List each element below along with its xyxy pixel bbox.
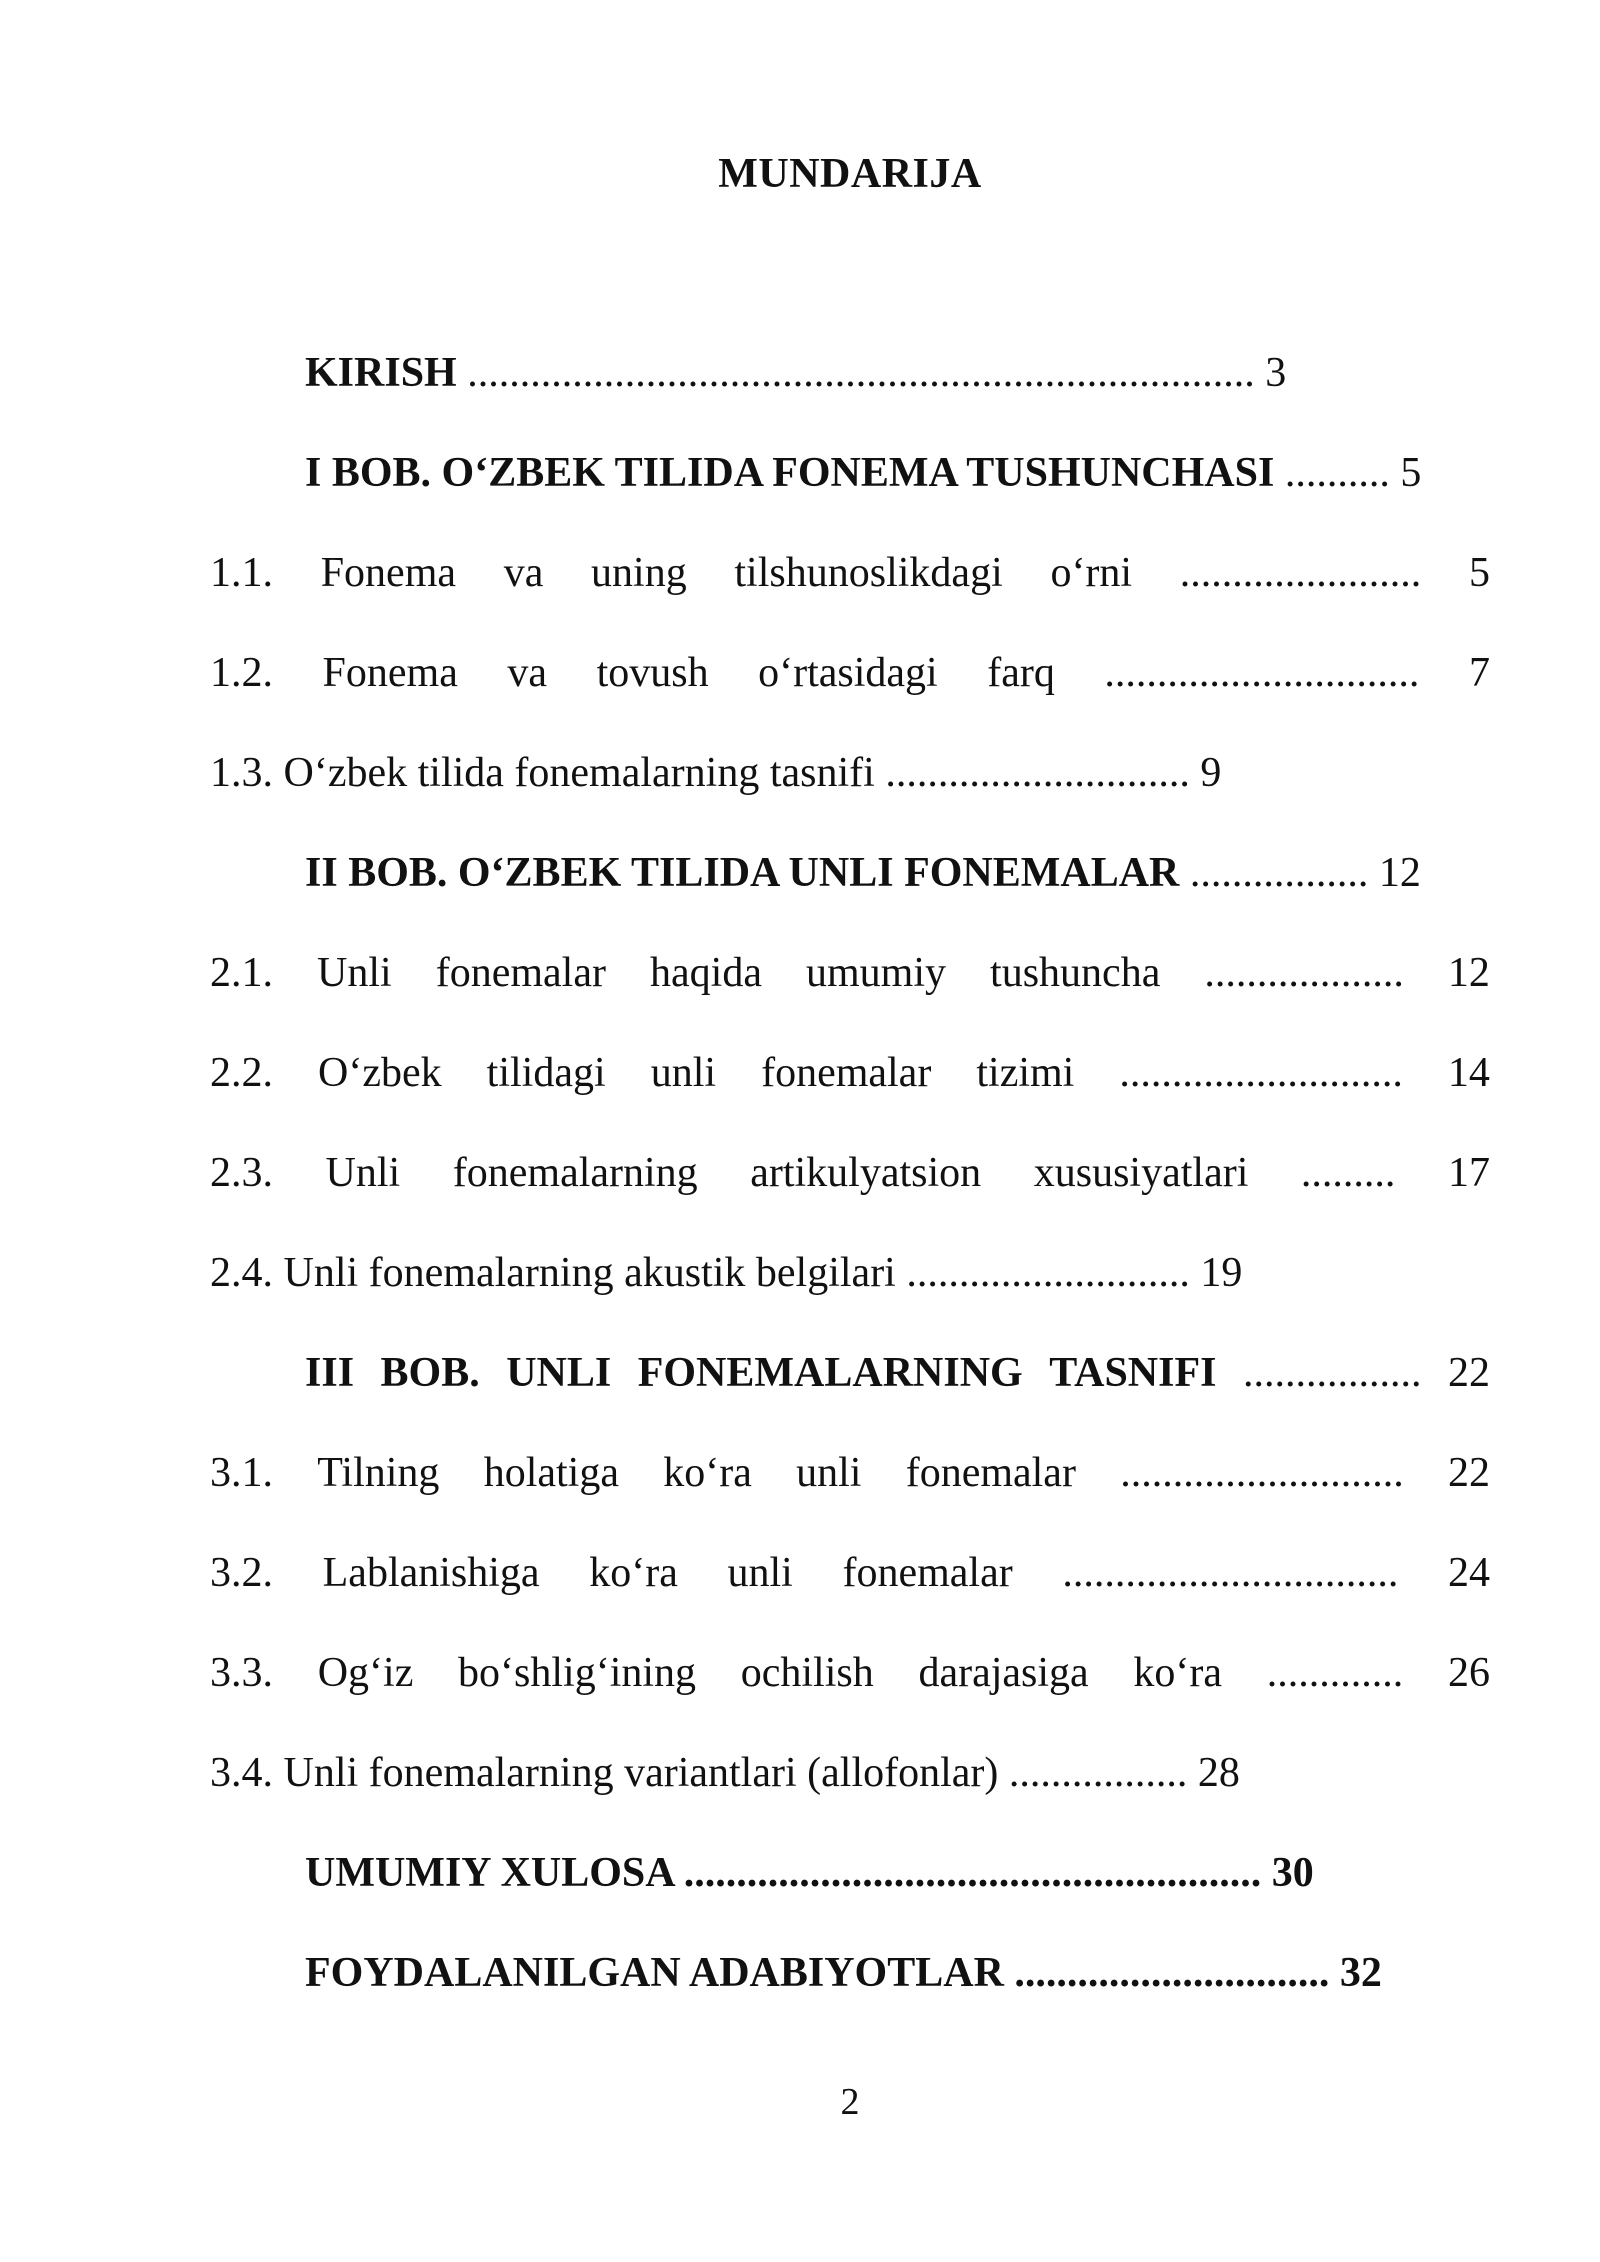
toc-entry-dots: ................................ (1062, 1550, 1399, 1596)
toc-entry-word: TASNIFI (1049, 1350, 1217, 1396)
toc-entry-word: fonemalarning (452, 1150, 698, 1196)
toc-entry-word: ko‘ra (1133, 1650, 1223, 1696)
toc-entry-dots: ................. (1008, 1750, 1188, 1796)
toc-entry-text: KIRISH (305, 350, 457, 396)
toc-entry-dots: ................. (1242, 1350, 1422, 1396)
toc-entry-2-4 (210, 1243, 1242, 1303)
toc-entry-page: 22 (1447, 1350, 1490, 1396)
toc-entry-dots: ....................................................... (683, 1850, 1262, 1896)
toc-entry-page: 32 (1339, 1950, 1382, 1996)
toc-entry-word: xususiyatlari (1033, 1150, 1249, 1196)
toc-entry-dots: ............................. (885, 750, 1190, 796)
page-title: MUNDARIJA (718, 151, 982, 197)
toc-entry-page: 19 (1200, 1250, 1243, 1296)
toc-entry-word: FONEMALARNING (637, 1350, 1023, 1396)
toc-entry-references (305, 1943, 1382, 2003)
toc-entry-dots: ......... (1300, 1150, 1396, 1196)
toc-entry-text: I BOB. O‘ZBEK TILIDA FONEMA TUSHUNCHASI (305, 450, 1275, 496)
toc-entry-number: 3.2. (210, 1550, 273, 1596)
toc-entry-word: ochilish (740, 1650, 874, 1696)
toc-entry-word: Og‘iz (317, 1650, 414, 1696)
toc-entry-2-3 (210, 1143, 1490, 1203)
toc-entry-page: 22 (1447, 1450, 1490, 1496)
toc-entry-word: tizimi (976, 1050, 1075, 1096)
toc-entry-word: Tilning (317, 1450, 440, 1496)
toc-entry-2-2 (210, 1043, 1490, 1103)
toc-entry-dots: .............................. (1014, 1950, 1330, 1996)
toc-entry-word: artikulyatsion (750, 1150, 982, 1196)
toc-entry-word: darajasiga (918, 1650, 1089, 1696)
toc-entry-dots: ........................................................................... (467, 350, 1255, 396)
toc-entry-word: BOB. (380, 1350, 480, 1396)
toc-entry-word: III (305, 1350, 355, 1396)
toc-entry-page: 5 (1400, 450, 1422, 496)
toc-entry-3-4 (210, 1743, 1240, 1803)
toc-entry-text: 1.3. O‘zbek tilida fonemalarning tasnifi (210, 750, 875, 796)
toc-entry-word: tushuncha (990, 950, 1161, 996)
toc-entry-3-1 (210, 1443, 1490, 1503)
toc-entry-word: o‘rtasidagi (758, 650, 938, 696)
toc-entry-word: Unli (325, 1150, 401, 1196)
toc-entry-dots: ........................... (906, 1250, 1190, 1296)
toc-entry-1-2 (210, 643, 1490, 703)
toc-entry-word: fonemalar (761, 1050, 932, 1096)
toc-entry-text: UMUMIY XULOSA (305, 1850, 674, 1896)
toc-entry-number: 3.1. (210, 1450, 273, 1496)
toc-entry-word: holatiga (483, 1450, 619, 1496)
toc-entry-dots: ................... (1204, 950, 1404, 996)
toc-entry-dots: ........................... (1120, 1450, 1404, 1496)
toc-entry-chapter-3 (305, 1343, 1490, 1403)
toc-entry-word: O‘zbek (318, 1050, 442, 1096)
toc-entry-word: Unli (317, 950, 392, 996)
toc-entry-word: tilshunoslikdagi (734, 550, 1003, 596)
toc-entry-word: fonemalar (435, 950, 606, 996)
toc-entry-text: FOYDALANILGAN ADABIYOTLAR (305, 1950, 1004, 1996)
toc-entry-dots: ....................... (1179, 550, 1422, 596)
toc-entry-page: 9 (1200, 750, 1222, 796)
toc-entry-word: Fonema (322, 650, 458, 696)
toc-entry-word: farq (987, 650, 1055, 696)
toc-entry-word: bo‘shlig‘ining (458, 1650, 697, 1696)
toc-entry-word: umumiy (806, 950, 947, 996)
toc-entry-word: tilidagi (486, 1050, 606, 1096)
toc-entry-number: 1.1. (210, 550, 273, 596)
toc-entry-word: fonemalar (905, 1450, 1076, 1496)
toc-entry-3-2 (210, 1543, 1490, 1603)
toc-entry-text: 2.4. Unli fonemalarning akustik belgilari (210, 1250, 896, 1296)
toc-entry-page: 12 (1447, 950, 1490, 996)
toc-entry-word: unli (650, 1050, 717, 1096)
toc-entry-page: 12 (1378, 850, 1421, 896)
toc-entry-dots: .............................. (1104, 650, 1420, 696)
toc-entry-dots: .......... (1284, 450, 1390, 496)
toc-entry-text: 3.4. Unli fonemalarning variantlari (allofonlar) (210, 1750, 999, 1796)
toc-entry-page: 28 (1197, 1750, 1240, 1796)
toc-entry-number: 1.2. (210, 650, 273, 696)
toc-entry-number: 2.1. (210, 950, 273, 996)
toc-entry-dots: ........................... (1119, 1050, 1403, 1096)
toc-entry-word: Fonema (320, 550, 456, 596)
toc-entry-word: tovush (596, 650, 709, 696)
toc-entry-number: 2.3. (210, 1150, 273, 1196)
toc-entry-page: 5 (1468, 550, 1490, 596)
toc-entry-page: 3 (1265, 350, 1287, 396)
toc-entry-number: 2.2. (210, 1050, 273, 1096)
toc-entry-chapter-2 (305, 843, 1421, 903)
toc-entry-conclusion (305, 1843, 1314, 1903)
toc-entry-word: va (503, 550, 544, 596)
toc-entry-text: II BOB. O‘ZBEK TILIDA UNLI FONEMALAR (305, 850, 1180, 896)
toc-entry-page: 14 (1447, 1050, 1490, 1096)
toc-entry-word: ko‘ra (663, 1450, 752, 1496)
page-number: 2 (840, 2081, 860, 2123)
toc-entry-chapter-1 (305, 443, 1421, 503)
toc-entry-1-3 (210, 743, 1221, 803)
toc-entry-dots: ............. (1266, 1650, 1404, 1696)
toc-entry-word: unli (727, 1550, 793, 1596)
toc-entry-number: 3.3. (210, 1650, 273, 1696)
toc-entry-2-1 (210, 943, 1490, 1003)
toc-entry-dots: ................. (1189, 850, 1369, 896)
toc-entry-word: uning (591, 550, 687, 596)
toc-entry-page: 7 (1468, 650, 1490, 696)
toc-entry-page: 17 (1447, 1150, 1490, 1196)
toc-entry-word: o‘rni (1050, 550, 1133, 596)
toc-entry-page: 24 (1448, 1550, 1490, 1596)
toc-entry-1-1 (210, 543, 1490, 603)
toc-entry-word: Lablanishiga (322, 1550, 540, 1596)
toc-entry-3-3 (210, 1643, 1490, 1703)
toc-entry-word: va (507, 650, 548, 696)
toc-entry-word: unli (796, 1450, 862, 1496)
toc-entry-word: fonemalar (842, 1550, 1013, 1596)
toc-entry-word: ko‘ra (589, 1550, 678, 1596)
toc-entry-page: 26 (1447, 1650, 1490, 1696)
toc-entry-kirish (305, 343, 1286, 403)
toc-entry-word: haqida (650, 950, 762, 996)
toc-entry-word: UNLI (506, 1350, 612, 1396)
toc-entry-page: 30 (1271, 1850, 1314, 1896)
